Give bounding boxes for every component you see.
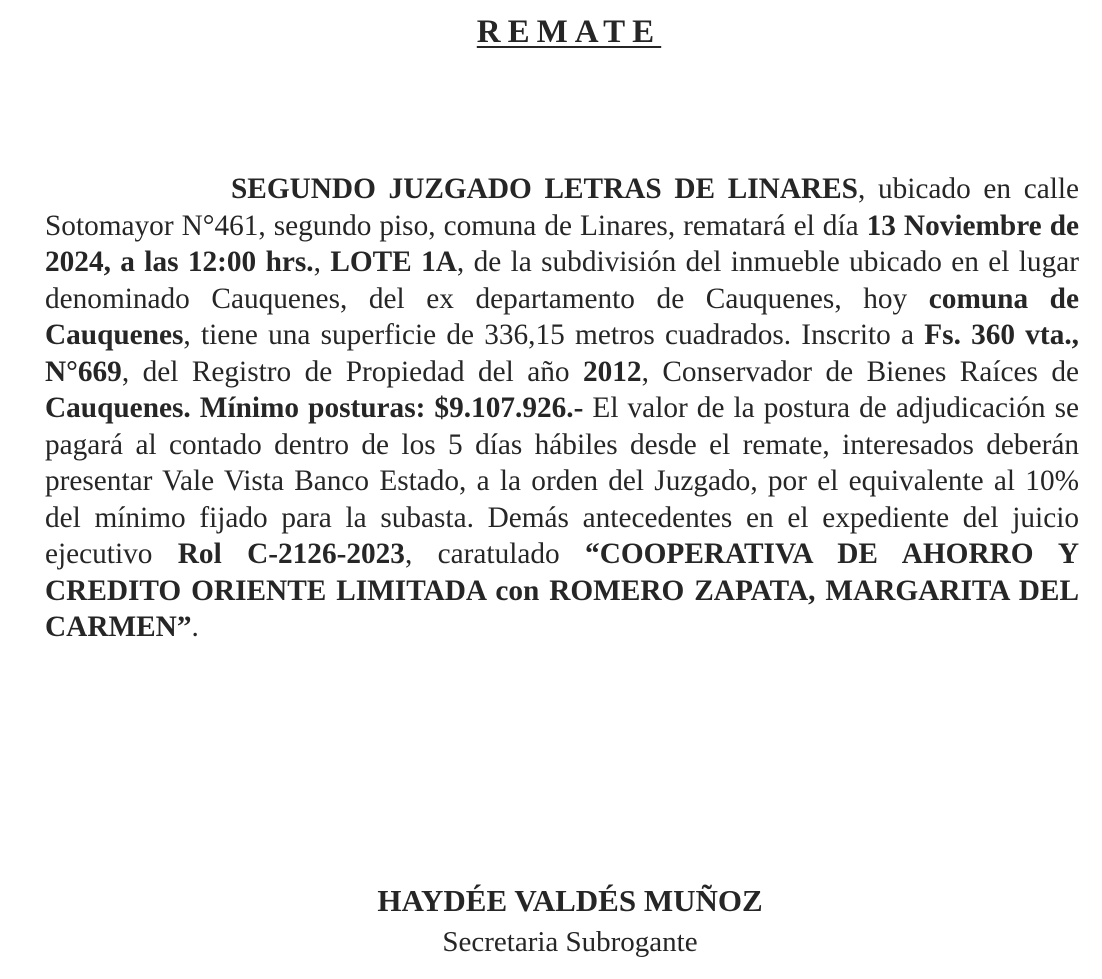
signature-block <box>300 880 840 962</box>
body-text-3: , de la subdivisión del inmueble ubicado en el lugar denominado Cauquenes, del ex departamento de Cauquenes, hoy <box>45 246 1079 315</box>
court-name: SEGUNDO JUZGADO LETRAS DE LINARES <box>231 173 858 205</box>
body-text-9: . <box>191 611 199 643</box>
document-title: REMATE <box>476 14 662 50</box>
body-text-5: , del Registro de Propiedad del año <box>121 355 583 388</box>
case-rol: Rol C-2126-2023 <box>177 538 405 570</box>
registry-fojas: Fs. 360 vta., N°669 <box>45 319 1079 388</box>
body-text-8: , caratulado <box>404 538 586 570</box>
case-title: “COOPERATIVA DE AHORRO Y CREDITO ORIENTE LIMITADA con ROMERO ZAPATA, MARGARITA DEL CARMEN” <box>45 538 1080 643</box>
body-text-1: , ubicado en calle Sotomayor N°461, segundo piso, comuna de Linares, rematará el día <box>45 173 1080 242</box>
signatory-role: Secretaria Subrogante <box>442 926 698 958</box>
minimum-bid: Cauquenes. Mínimo posturas: $9.107.926.- <box>45 392 584 424</box>
document-body <box>45 171 1079 646</box>
body-text-6: , Conservador de Bienes Raíces de <box>641 355 1080 388</box>
commune-name: comuna de Cauquenes <box>45 282 1079 351</box>
body-text-4: , tiene una superficie de 336,15 metros cuadrados. Inscrito a <box>183 319 925 351</box>
body-text-7: El valor de la postura de adjudicación se pagará al contado dentro de los 5 días hábiles desde el remate, interesados deberán presentar Vale Vista Banco Estado, a la orden del Juzgado, por el equivalente al 10% del mínimo fijado para la subasta. Demás antecedentes en el expediente del juicio ejecutivo <box>45 392 1079 570</box>
auction-date: 13 Noviembre de 2024, a las 12:00 hrs. <box>45 209 1079 278</box>
signatory-name: HAYDÉE VALDÉS MUÑOZ <box>377 883 763 918</box>
body-text-2: , <box>313 246 331 278</box>
lot-number: LOTE 1A <box>330 246 457 278</box>
registry-year: 2012 <box>582 355 642 388</box>
